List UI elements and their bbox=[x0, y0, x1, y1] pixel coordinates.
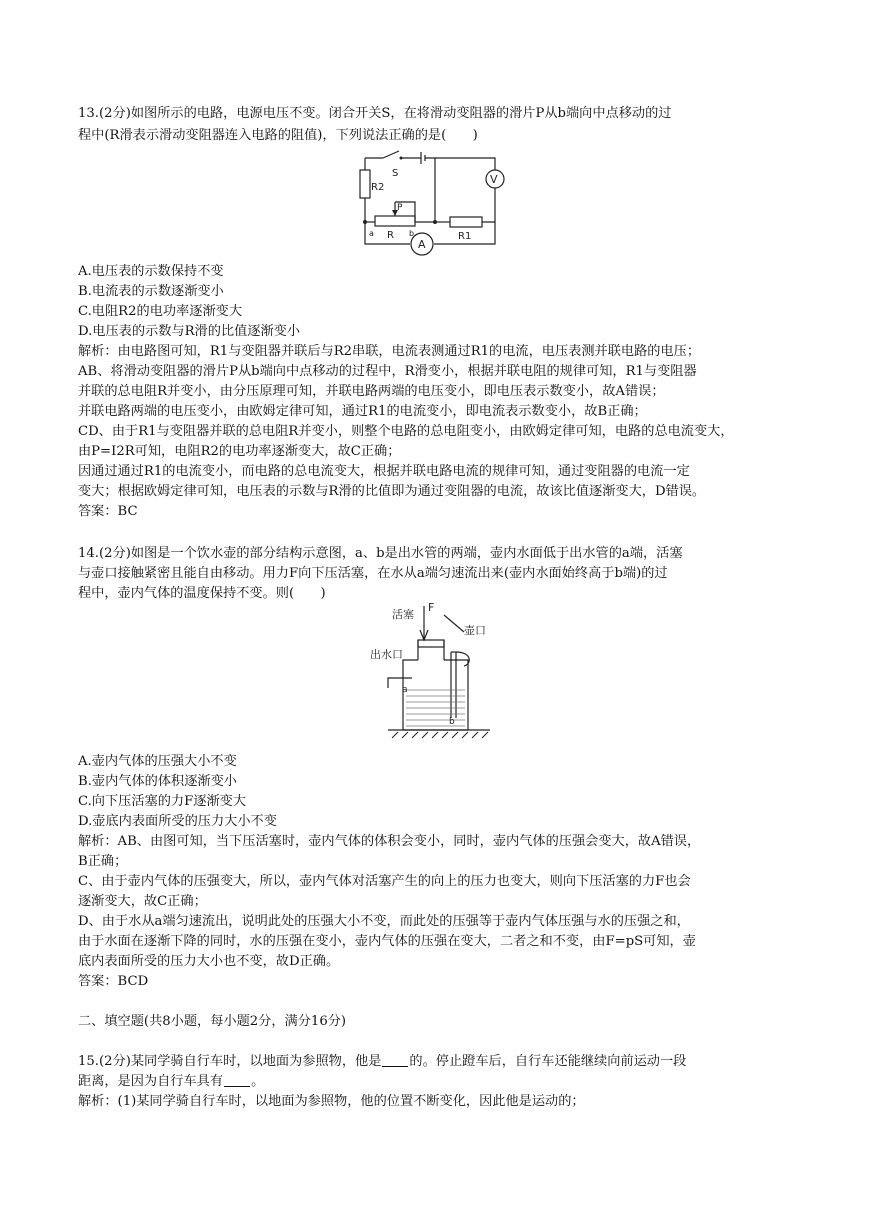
q14-analysis-line: 底内表面所受的压力大小也不变，故D正确。 bbox=[78, 954, 340, 969]
q14-option-b: B.壶内气体的体积逐渐变小 bbox=[78, 774, 237, 789]
label-mouth: 壶口 bbox=[464, 624, 486, 637]
voltmeter-label: V bbox=[490, 173, 498, 186]
q14-option-a: A.壶内气体的压强大小不变 bbox=[78, 754, 237, 769]
q14-analysis-line: 解析：AB、由图可知，当下压活塞时，壶内气体的体积会变小，同时，壶内气体的压强会变大，故A错误， bbox=[78, 834, 701, 849]
label-a: a bbox=[402, 685, 408, 695]
q14-kettle-diagram bbox=[368, 600, 508, 748]
label-p: P bbox=[397, 203, 403, 213]
q14-analysis-line: D、由于水从a端匀速流出，说明此处的压强大小不变，而此处的压强等于壶内气体压强与水的压强之和， bbox=[78, 914, 690, 929]
section-heading: 二、填空题(共8小题，每小题2分，满分16分) bbox=[78, 1014, 347, 1029]
label-piston: 活塞 bbox=[392, 608, 414, 621]
q14-answer: 答案：BCD bbox=[78, 974, 149, 989]
label-r: R bbox=[387, 230, 394, 241]
q13-analysis-line: 变大；根据欧姆定律可知，电压表的示数与R滑的比值即为通过变阻器的电流，故该比值逐渐变大，D错误。 bbox=[78, 484, 706, 499]
q15-analysis-line: 解析：(1)某同学骑自行车时，以地面为参照物，他的位置不断变化，因此他是运动的； bbox=[78, 1094, 585, 1109]
q13-circuit-diagram bbox=[355, 150, 515, 260]
q13-option-b: B.电流表的示数逐渐变小 bbox=[78, 284, 224, 299]
q14-analysis-line: 逐渐变大，故C正确； bbox=[78, 894, 207, 909]
q14-option-d: D.壶底内表面所受的压力大小不变 bbox=[78, 814, 277, 829]
answer-blank bbox=[382, 1052, 408, 1067]
q14-analysis-line: B正确； bbox=[78, 854, 128, 869]
q15-stem-text: 15.(2分)某同学骑自行车时，以地面为参照物，他是 bbox=[78, 1054, 382, 1069]
label-r1: R1 bbox=[458, 231, 472, 242]
q13-stem-line: 13.(2分)如图所示的电路，电源电压不变。闭合开关S，在将滑动变阻器的滑片P从b端向中点移动的过 bbox=[78, 106, 672, 121]
q15-stem-line bbox=[78, 1072, 264, 1092]
label-s: S bbox=[392, 168, 399, 179]
q14-stem-line: 程中，壶内气体的温度保持不变。则( ) bbox=[78, 586, 326, 601]
q15-stem-line bbox=[78, 1052, 686, 1072]
q14-analysis-line: C、由于壶内气体的压强变大，所以，壶内气体对活塞产生的向上的压力也变大，则向下压活塞的力F也会 bbox=[78, 874, 691, 889]
q15-stem-text: 距离，是因为自行车具有 bbox=[78, 1074, 224, 1089]
label-r2: R2 bbox=[371, 182, 385, 193]
label-b: b bbox=[409, 229, 415, 238]
label-a: a bbox=[369, 229, 374, 238]
q13-analysis-line: CD、由于R1与变阻器并联的总电阻R并变小，则整个电路的总电阻变小，由欧姆定律可知，电路的总电流变大， bbox=[78, 424, 734, 439]
q15-stem-text: 的。停止蹬车后，自行车还能继续向前运动一段 bbox=[409, 1054, 687, 1069]
q13-analysis-line: AB、将滑动变阻器的滑片P从b端向中点移动的过程中，R滑变小，根据并联电阻的规律可知，R1与变阻器 bbox=[78, 364, 697, 379]
q13-analysis-line: 解析：由电路图可知，R1与变阻器并联后与R2串联，电流表测通过R1的电流，电压表测并联电路的电压； bbox=[78, 344, 701, 359]
q13-option-d: D.电压表的示数与R滑的比值逐渐变小 bbox=[78, 324, 301, 339]
q14-stem-line: 与壶口接触紧密且能自由移动。用力F向下压活塞，在水从a端匀速流出来(壶内水面始终高于b端)的过 bbox=[78, 566, 668, 581]
q14-stem-line: 14.(2分)如图是一个饮水壶的部分结构示意图，a、b是出水管的两端，壶内水面低于出水管的a端，活塞 bbox=[78, 546, 683, 561]
q13-option-c: C.电阻R2的电功率逐渐变大 bbox=[78, 304, 243, 319]
q13-analysis-line: 因通过通过R1的电流变小，而电路的总电流变大，根据并联电路电流的规律可知，通过变阻器的电流一定 bbox=[78, 464, 690, 479]
label-b: b bbox=[449, 717, 455, 727]
q13-option-a: A.电压表的示数保持不变 bbox=[78, 264, 224, 279]
label-outlet: 出水口 bbox=[370, 648, 403, 661]
q15-stem-text: 。 bbox=[251, 1074, 265, 1089]
q13-analysis-line: 并联的总电阻R并变小，由分压原理可知，并联电路两端的电压变小，即电压表示数变小，故A错误； bbox=[78, 384, 665, 399]
answer-blank bbox=[224, 1072, 250, 1087]
q13-analysis-line: 由P=I2R可知，电阻R2的电功率逐渐变大，故C正确； bbox=[78, 444, 401, 459]
q14-option-c: C.向下压活塞的力F逐渐变大 bbox=[78, 794, 247, 809]
q13-stem-line: 程中(R滑表示滑动变阻器连入电路的阻值)，下列说法正确的是( ) bbox=[78, 128, 478, 143]
q13-answer: 答案：BC bbox=[78, 504, 138, 519]
label-force: F bbox=[428, 601, 435, 614]
q14-analysis-line: 由于水面在逐渐下降的同时，水的压强在变小，壶内气体的压强在变大，二者之和不变，由F=pS可知，壶 bbox=[78, 934, 696, 949]
q13-analysis-line: 并联电路两端的电压变小，由欧姆定律可知，通过R1的电流变小，即电流表示数变小，故B正确； bbox=[78, 404, 647, 419]
ammeter-label: A bbox=[418, 238, 426, 251]
